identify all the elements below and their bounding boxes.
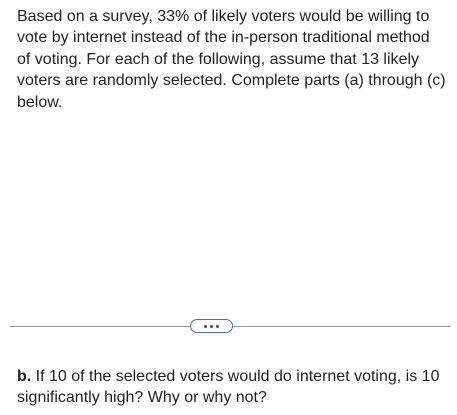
section-divider: [10, 319, 451, 333]
ellipsis-icon: [204, 325, 219, 328]
expand-hidden-parts-button[interactable]: [190, 319, 233, 333]
part-b-text: If 10 of the selected voters would do internet voting, is 10 significantly high? Why or why not?: [17, 368, 440, 407]
question-part-b: [17, 366, 447, 409]
part-b-label: b.: [17, 368, 32, 385]
problem-statement: Based on a survey, 33% of likely voters would be willing to vote by internet instead of the in-person traditional method of voting. For each of the following, assume that 13 likely voters are randomly selected. Complete parts (a) through (c) below.: [17, 8, 446, 111]
